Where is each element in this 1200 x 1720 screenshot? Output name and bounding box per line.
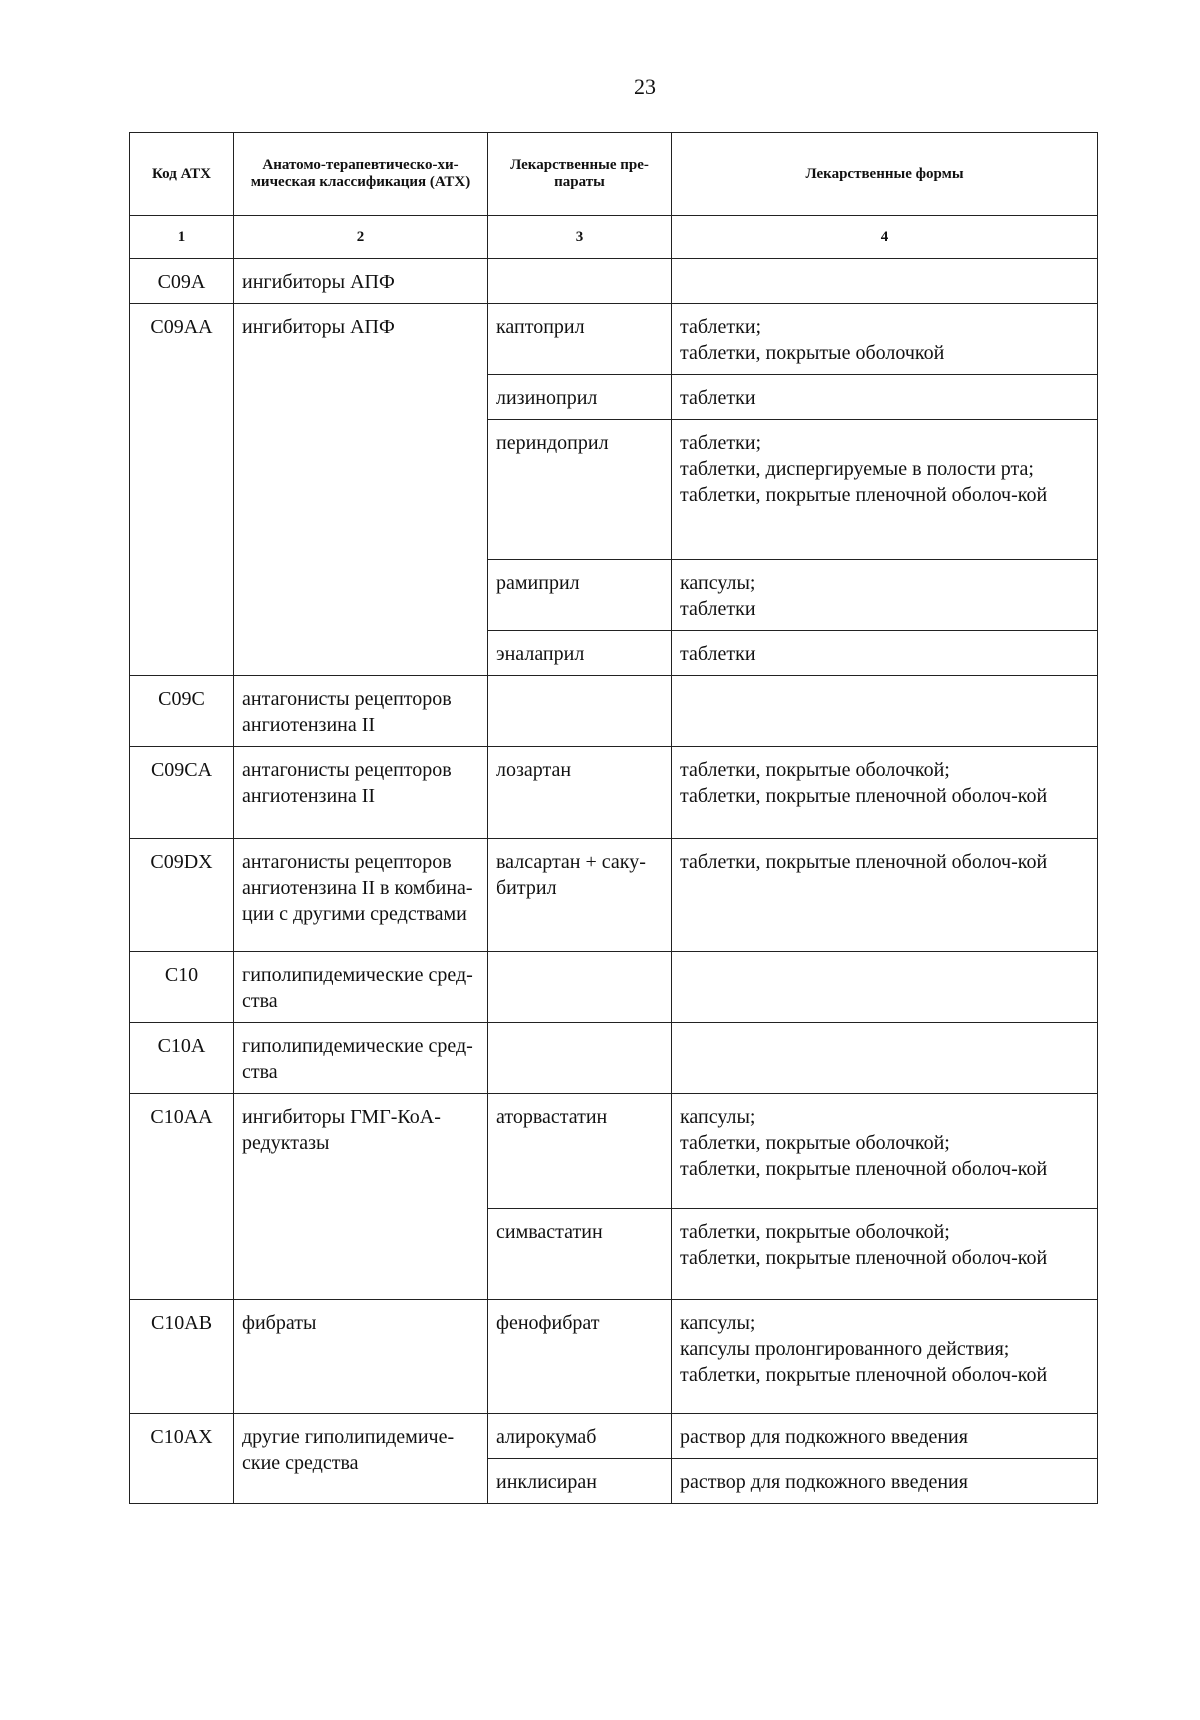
dosage-form-line: таблетки, покрытые оболочкой (680, 342, 945, 364)
atc-table (129, 132, 1098, 1504)
dosage-forms (672, 375, 1098, 420)
dosage-forms (672, 560, 1098, 631)
atc-code: C09C (130, 676, 234, 747)
drug-name: фенофибрат (488, 1300, 672, 1414)
drug-name (488, 952, 672, 1023)
dosage-forms (672, 304, 1098, 375)
atc-code: C09DX (130, 839, 234, 952)
table-row (130, 304, 1098, 375)
atc-table-body (130, 259, 1098, 1504)
page-number: 23 (634, 74, 656, 99)
dosage-form-line: таблетки, покрытые пленочной оболоч-кой (680, 484, 1048, 506)
drug-name: инклисиран (488, 1459, 672, 1504)
dosage-form-line: раствор для подкожного введения (680, 1426, 968, 1448)
table-row (130, 259, 1098, 304)
dosage-form-line: таблетки, покрытые пленочной оболоч-кой (680, 1158, 1048, 1180)
drug-name: валсартан + саку-битрил (488, 839, 672, 952)
dosage-form-line: таблетки, диспергируемые в полости рта; (680, 458, 1034, 480)
atc-classification: гиполипидемические сред-ства (234, 952, 488, 1023)
drug-name: периндоприл (488, 420, 672, 560)
atc-classification: гиполипидемические сред-ства (234, 1023, 488, 1094)
dosage-form-line: таблетки; (680, 316, 762, 338)
header-forms: Лекарственные формы (672, 133, 1098, 216)
table-row (130, 676, 1098, 747)
drug-name: каптоприл (488, 304, 672, 375)
dosage-forms (672, 839, 1098, 952)
dosage-forms (672, 676, 1098, 747)
dosage-form-line: таблетки (680, 387, 756, 409)
dosage-form-line: таблетки, покрытые пленочной оболоч-кой (680, 1364, 1048, 1386)
table-row (130, 1300, 1098, 1414)
atc-classification: другие гиполипидемиче-ские средства (234, 1414, 488, 1504)
dosage-form-line: таблетки; (680, 432, 762, 454)
atc-classification: ингибиторы АПФ (234, 259, 488, 304)
column-number: 3 (488, 216, 672, 259)
drug-name: рамиприл (488, 560, 672, 631)
dosage-form-line: капсулы пролонгированного действия; (680, 1338, 1010, 1360)
drug-name: аторвастатин (488, 1094, 672, 1209)
dosage-form-line: таблетки, покрытые пленочной оболоч-кой (680, 1247, 1048, 1269)
header-code: Код АТХ (130, 133, 234, 216)
atc-code: C10 (130, 952, 234, 1023)
header-classification: Анатомо-терапевтическо-хи-мическая классификация (АТХ) (234, 133, 488, 216)
atc-classification: фибраты (234, 1300, 488, 1414)
dosage-forms (672, 631, 1098, 676)
atc-classification: ингибиторы ГМГ-КоА-редуктазы (234, 1094, 488, 1300)
drug-name: эналаприл (488, 631, 672, 676)
dosage-form-line: таблетки (680, 643, 756, 665)
dosage-form-line: капсулы; (680, 1106, 756, 1128)
drug-name: симвастатин (488, 1209, 672, 1300)
table-row (130, 839, 1098, 952)
atc-code: C10A (130, 1023, 234, 1094)
atc-classification: антагонисты рецепторов ангиотензина II (234, 747, 488, 839)
dosage-form-line: таблетки, покрытые пленочной оболоч-кой (680, 851, 1048, 873)
column-number: 2 (234, 216, 488, 259)
header-drugs: Лекарственные пре-параты (488, 133, 672, 216)
dosage-forms (672, 1209, 1098, 1300)
dosage-forms (672, 259, 1098, 304)
column-number-row (130, 216, 1098, 259)
table-row (130, 1023, 1098, 1094)
table-row (130, 952, 1098, 1023)
dosage-forms (672, 1300, 1098, 1414)
dosage-forms (672, 420, 1098, 560)
atc-code: C10AB (130, 1300, 234, 1414)
atc-code: C09AA (130, 304, 234, 676)
drug-name: алирокумаб (488, 1414, 672, 1459)
atc-classification: антагонисты рецепторов ангиотензина II в комбина-ции с другими средствами (234, 839, 488, 952)
dosage-forms (672, 1459, 1098, 1504)
table-row (130, 1414, 1098, 1459)
dosage-form-line: капсулы; (680, 572, 756, 594)
dosage-forms (672, 747, 1098, 839)
dosage-forms (672, 1414, 1098, 1459)
column-number: 1 (130, 216, 234, 259)
dosage-form-line: таблетки, покрытые оболочкой; (680, 1221, 950, 1243)
atc-code: C09A (130, 259, 234, 304)
drug-name: лозартан (488, 747, 672, 839)
header-row (130, 133, 1098, 216)
drug-name: лизиноприл (488, 375, 672, 420)
dosage-form-line: таблетки, покрытые пленочной оболоч-кой (680, 785, 1048, 807)
dosage-forms (672, 1094, 1098, 1209)
dosage-form-line: раствор для подкожного введения (680, 1471, 968, 1493)
atc-classification: ингибиторы АПФ (234, 304, 488, 676)
dosage-forms (672, 952, 1098, 1023)
table-row (130, 1094, 1098, 1209)
atc-code: C10AA (130, 1094, 234, 1300)
dosage-form-line: таблетки, покрытые оболочкой; (680, 1132, 950, 1154)
drug-name (488, 1023, 672, 1094)
dosage-form-line: таблетки, покрытые оболочкой; (680, 759, 950, 781)
drug-name (488, 259, 672, 304)
column-number: 4 (672, 216, 1098, 259)
table-row (130, 747, 1098, 839)
atc-code: C09CA (130, 747, 234, 839)
dosage-forms (672, 1023, 1098, 1094)
dosage-form-line: таблетки (680, 598, 756, 620)
atc-classification: антагонисты рецепторов ангиотензина II (234, 676, 488, 747)
atc-code: C10AX (130, 1414, 234, 1504)
dosage-form-line: капсулы; (680, 1312, 756, 1334)
drug-name (488, 676, 672, 747)
